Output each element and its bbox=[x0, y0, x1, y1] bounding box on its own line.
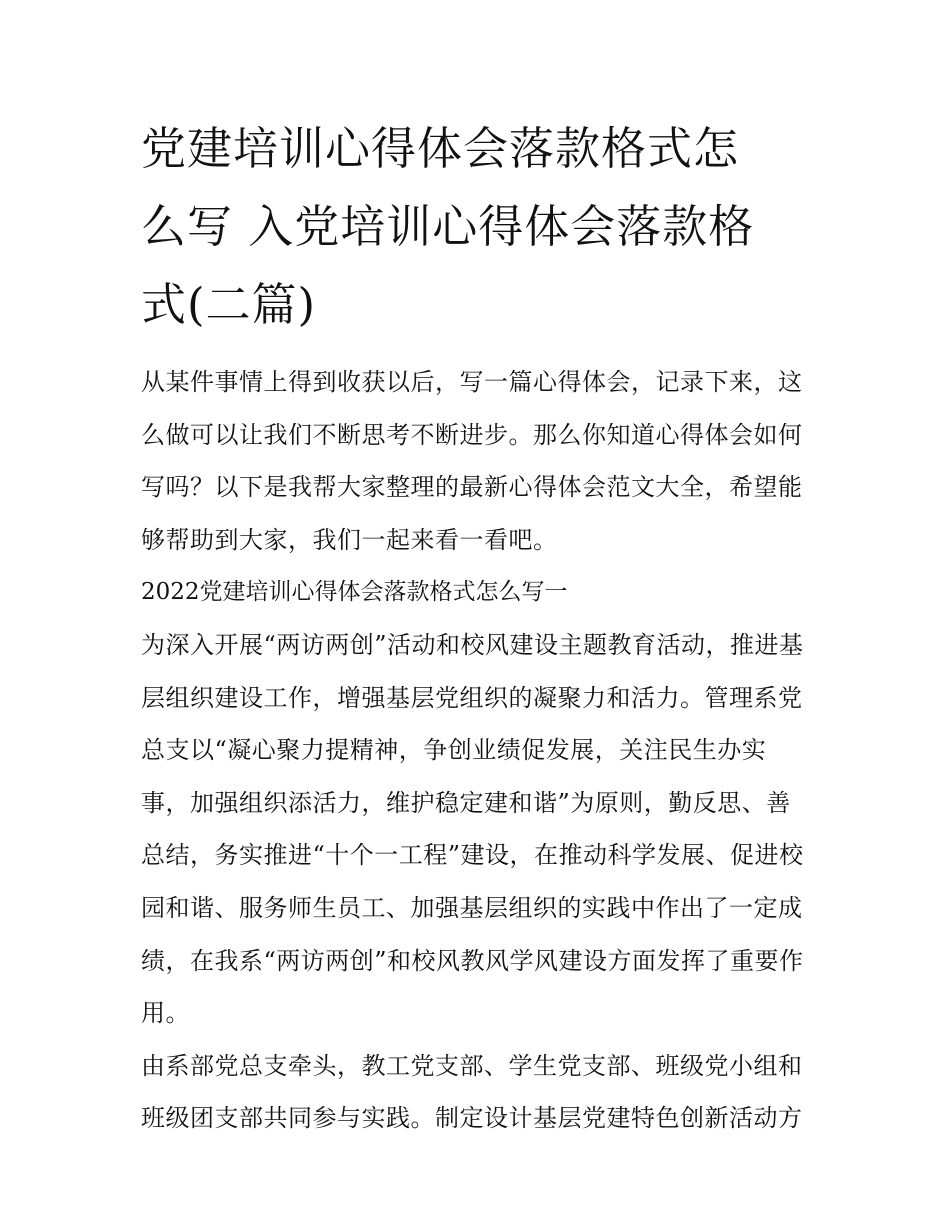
title-line: 党建培训心得体会落款格式怎 bbox=[141, 122, 740, 175]
text-line: 由系部党总支牵头，教工党支部、学生党支部、班级党小组和 bbox=[141, 1051, 803, 1080]
title-line: 么写 入党培训心得体会落款格 bbox=[141, 200, 755, 253]
text-line: 班级团支部共同参与实践。制定设计基层党建特色创新活动方 bbox=[141, 1104, 803, 1133]
body-paragraph-1 bbox=[141, 619, 813, 1040]
text-line: 从某件事情上得到收获以后，写一篇心得体会，记录下来，这 bbox=[141, 368, 803, 396]
text-line: 用。 bbox=[141, 999, 190, 1028]
text-line: 写吗？以下是我帮大家整理的最新心得体会范文大全，希望能 bbox=[141, 473, 803, 502]
intro-paragraph bbox=[141, 356, 813, 566]
title-line: 式(二篇) bbox=[141, 278, 317, 331]
document-body bbox=[141, 356, 813, 1145]
text-line: 事，加强组织添活力，维护稳定建和谐”为原则，勤反思、善 bbox=[141, 788, 791, 817]
text-line: 层组织建设工作，增强基层党组织的凝聚力和活力。管理系党 bbox=[141, 683, 803, 712]
document-title bbox=[141, 110, 813, 344]
section-heading: 2022党建培训心得体会落款格式怎么写一 bbox=[141, 579, 568, 606]
text-line: 绩，在我系“两访两创”和校风教风学风建设方面发挥了重要作 bbox=[141, 946, 804, 975]
text-line: 够帮助到大家，我们一起来看一看吧。 bbox=[141, 525, 558, 554]
text-line: 为深入开展“两访两创”活动和校风建设主题教育活动，推进基 bbox=[141, 630, 804, 659]
text-line: 总支以“凝心聚力提精神，争创业绩促发展，关注民生办实 bbox=[141, 736, 767, 765]
body-paragraph-2 bbox=[141, 1040, 813, 1145]
text-line: 么做可以让我们不断思考不断进步。那么你知道心得体会如何 bbox=[141, 420, 803, 449]
text-line: 园和谐、服务师生员工、加强基层组织的实践中作出了一定成 bbox=[141, 893, 803, 922]
text-line: 总结，务实推进“十个一工程”建设，在推动科学发展、促进校 bbox=[141, 841, 804, 870]
